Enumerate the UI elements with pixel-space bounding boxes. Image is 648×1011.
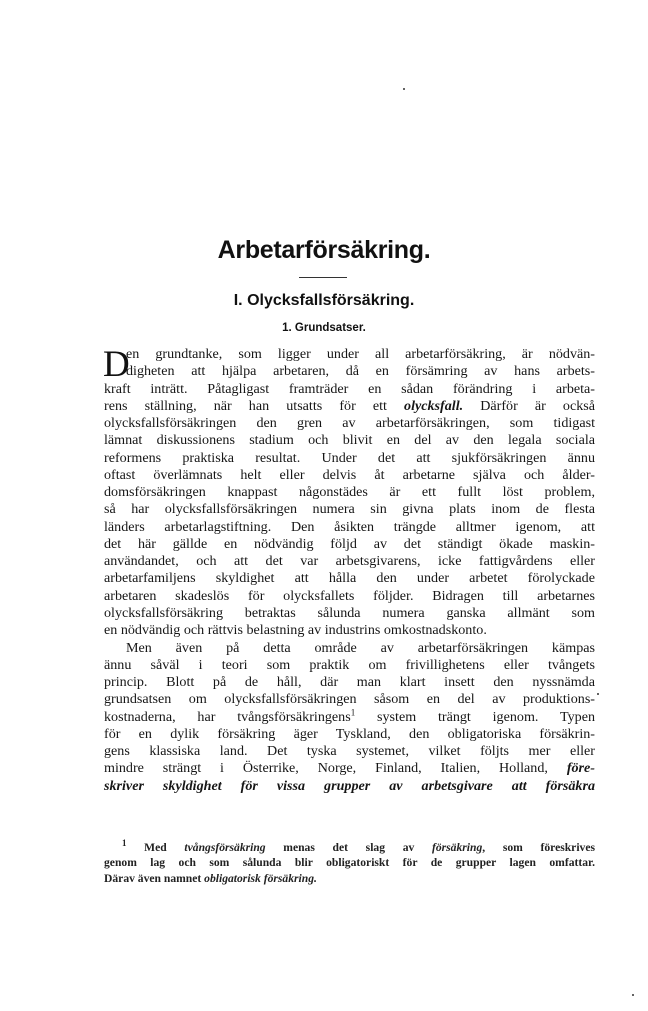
emphasis: obligatorisk försäkring. xyxy=(204,871,317,885)
emphasis: olycksfall. xyxy=(404,397,464,414)
text-line: ännu såväl i teori som praktik om frivillighetens eller tvångets xyxy=(104,656,595,673)
text-line: lämnat diskussionens stadium och blivit en del av den legala sociala xyxy=(104,432,595,449)
section-heading: 1. Grundsatser. xyxy=(282,322,366,334)
text-line: länders arbetarlagstiftning. Den åsikten trängde alltmer igenom, att xyxy=(104,518,595,535)
emphasis: tvångsförsäkring xyxy=(184,841,266,854)
text-line: mindre strängt i Österrike, Norge, Finland, Italien, Holland, före- xyxy=(104,760,595,777)
scan-speck-bottom xyxy=(632,994,634,996)
text-line: det här gällde en nödvändig följd av det ständigt ökade maskin- xyxy=(104,535,595,552)
text-line: en grundtanke, som ligger under all arbetarförsäkring, är nödvän- xyxy=(126,346,595,362)
text-line: en nödvändig och rättvis belastning av industrins omkostnadskonto. xyxy=(104,622,487,639)
title-rule xyxy=(299,277,347,278)
text-line: grundsatsen om olycksfallsförsäkringen såsom en del av produktions- xyxy=(104,691,595,708)
body-text xyxy=(104,346,595,795)
text-line: användandet, och att det var arbetsgivarens, icke fattigvårdens eller xyxy=(104,553,595,570)
text-line: oftast överlämnats helt eller delvis åt arbetarne själva och ålder- xyxy=(104,466,595,483)
text-line: digheten att hjälpa arbetaren, då en försämring av hans arbets- xyxy=(126,363,595,380)
text-line: kostnaderna, har tvångsförsäkringens$^1$ system trängt igenom. Typen xyxy=(104,706,595,725)
footnote-marker: 1 xyxy=(350,706,356,717)
chapter-heading: I. Olycksfallsförsäkring. xyxy=(233,292,415,309)
text-line: gens klassiska land. Det tyska systemet, vilket följts mer eller xyxy=(104,743,595,760)
text-line: domsförsäkringen knappast någonstädes är ett fullt löst problem, xyxy=(104,484,595,501)
text-line: olycksfallsförsäkringen den gren av arbetarförsäkringen, som tidigast xyxy=(104,415,595,432)
text-line xyxy=(104,778,595,795)
text-line: rens ställning, när han utsatts för ett olycksfall. Därför är också xyxy=(104,397,595,414)
text-line: olycksfallsförsäkring betraktas sålunda numera ganska allmänt som xyxy=(104,604,595,621)
scan-speck-top xyxy=(403,88,405,90)
text-line: Men även på detta område av arbetarförsäkringen kämpas xyxy=(126,639,595,656)
drop-cap: D xyxy=(103,344,130,385)
page-title: Arbetarförsäkring. xyxy=(217,236,431,264)
text-line: kraft inträtt. Påtagligast framträder en sådan förändring i arbeta- xyxy=(104,380,595,397)
text-line: för en dylik försäkring äger Tyskland, den obligatoriska försäkrin- xyxy=(104,725,595,742)
text-line: arbetarfamiljens skyldighet att hålla den under arbetet förolyckade xyxy=(104,570,595,587)
emphasis: skriver skyldighet för vissa grupper av arbetsgivare att försäkra xyxy=(104,777,595,794)
text-line: så har olycksfallsförsäkringen numera sin givna plats inom de flesta xyxy=(104,501,595,518)
footnote-line: Därav även namnet obligatorisk försäkring. xyxy=(104,871,317,885)
text-line: arbetaren skadeslös för olycksfallets följder. Bidragen till arbetarnes xyxy=(104,587,595,604)
emphasis: försäkring xyxy=(431,841,483,854)
emphasis: före- xyxy=(566,760,595,777)
footnote-line: $^1$ Med tvångsförsäkring menas det slag av försäkring, som föreskrives xyxy=(122,838,596,854)
scan-speck-margin xyxy=(597,693,599,695)
footnote-marker: 1 xyxy=(122,838,127,849)
text-line: reformens praktiska resultat. Under det att sjukförsäkringen ännu xyxy=(104,449,595,466)
text-line: princip. Blott på de håll, där man klart insett den nyssnämda xyxy=(104,674,595,691)
footnote-line: genom lag och som sålunda blir obligatoriskt för de grupper lagen omfattar. xyxy=(104,856,595,870)
footnote xyxy=(104,840,595,886)
